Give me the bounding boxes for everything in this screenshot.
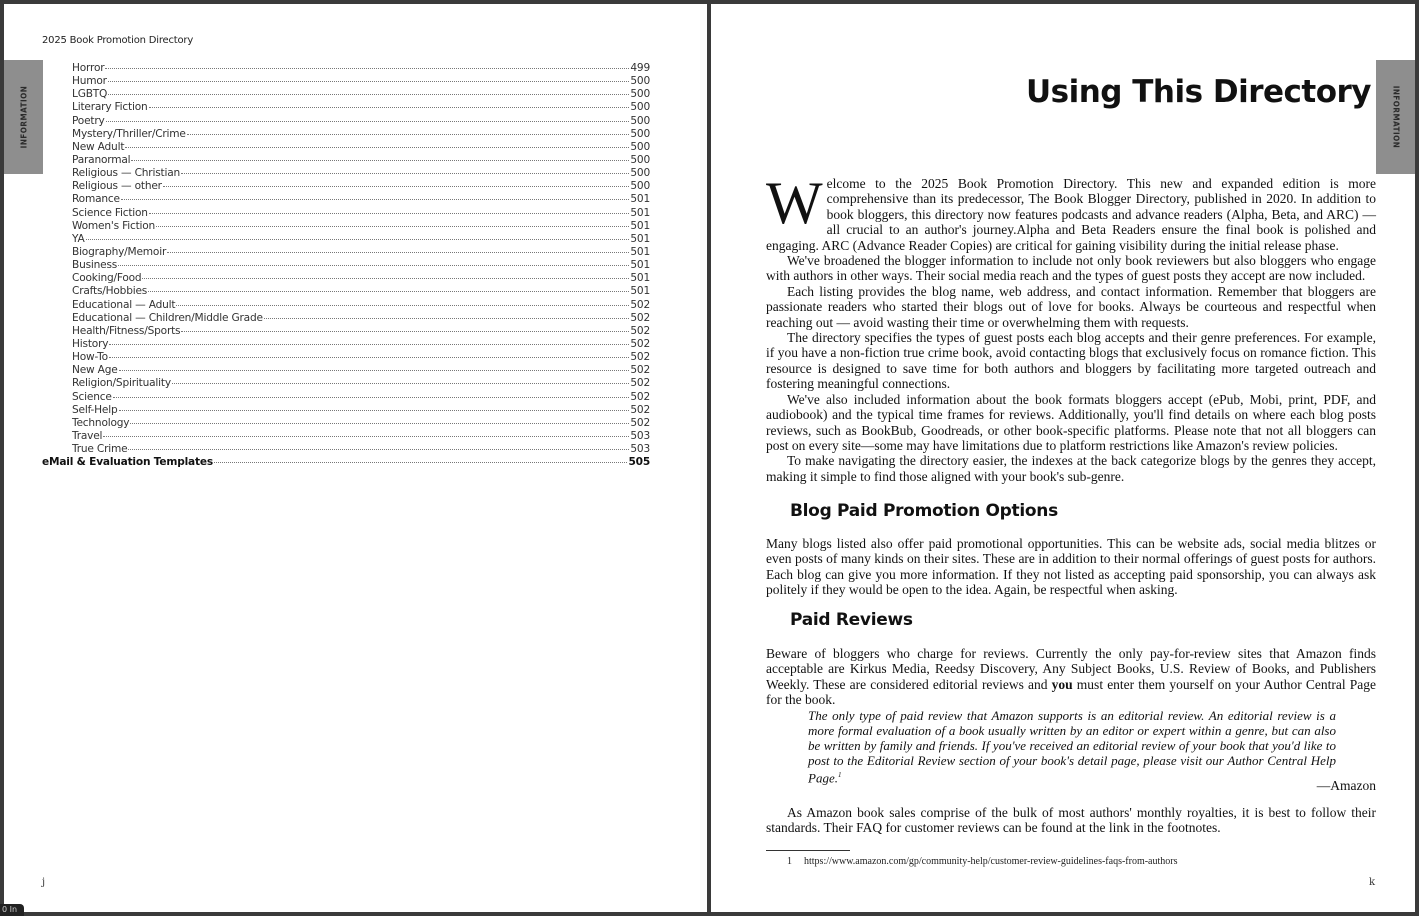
- toc-entry-label: Health/Fitness/Sports: [72, 324, 181, 337]
- toc-entry-label: Science Fiction: [72, 206, 148, 219]
- toc-entry-page: 500: [630, 114, 650, 127]
- toc-leader: [106, 121, 630, 122]
- toc-entry[interactable]: [72, 325, 650, 338]
- toc-entry[interactable]: [72, 101, 650, 114]
- footnote-url[interactable]: https://www.amazon.com/gp/community-help/customer-review-guidelines-faqs-from-authors: [804, 856, 1178, 867]
- toc-entry-label: Science: [72, 390, 112, 403]
- toc-leader: [149, 213, 630, 214]
- toc-leader: [176, 305, 629, 306]
- toc-leader: [109, 344, 629, 345]
- quote-attribution: —Amazon: [1316, 778, 1376, 793]
- toc-entry-label: Paranormal: [72, 153, 131, 166]
- right-page: [711, 4, 1415, 912]
- toc-entry-page: 502: [630, 390, 650, 403]
- toc-entry-page: 501: [630, 232, 650, 245]
- toc-entry[interactable]: [72, 88, 650, 101]
- toc-entry-label: Literary Fiction: [72, 101, 148, 114]
- toc-entry-label: Religion/Spirituality: [72, 377, 171, 390]
- toc-entry-label: New Adult: [72, 140, 125, 153]
- tab-label: INFORMATION: [1391, 85, 1400, 149]
- toc-leader: [119, 370, 630, 371]
- paid-reviews-paragraph: [766, 646, 1376, 708]
- toc-entry-label: Women's Fiction: [72, 219, 156, 232]
- toc-entry[interactable]: [72, 141, 650, 154]
- footnote-ref[interactable]: 1: [837, 771, 842, 779]
- toc-entry-page: 501: [630, 259, 650, 272]
- toc-leader: [121, 199, 630, 200]
- toc-entry[interactable]: [72, 233, 650, 246]
- paid-text-bold: you: [1051, 676, 1073, 692]
- section-thumb-tab: [1376, 60, 1415, 174]
- toc-entry-page: 502: [630, 324, 650, 337]
- toc-entry[interactable]: [72, 167, 650, 180]
- toc-entry[interactable]: [72, 364, 650, 377]
- toc-entry[interactable]: [72, 246, 650, 259]
- toc-main-entry[interactable]: [42, 456, 650, 470]
- toc-entry-label: Religious — Christian: [72, 167, 181, 180]
- tab-label: INFORMATION: [19, 85, 28, 149]
- toc-leader: [264, 318, 630, 319]
- toc-entry-page: 500: [630, 88, 650, 101]
- toc-entry[interactable]: [72, 430, 650, 443]
- toc-entry-label: Self-Help: [72, 403, 118, 416]
- toc-entry-page: 499: [630, 62, 650, 74]
- toc-entry-label: Humor: [72, 75, 107, 88]
- toc-entry-page: 501: [630, 206, 650, 219]
- toc-leader: [187, 134, 630, 135]
- closing-paragraph: As Amazon book sales comprise of the bulk of most authors' monthly royalties, it is best to follow their standards. Their FAQ for customer reviews can be found at the link in the footnotes.: [766, 805, 1376, 836]
- toc-entry[interactable]: [72, 377, 650, 390]
- toc-entry[interactable]: [72, 351, 650, 364]
- toc-entry-page: 502: [630, 416, 650, 429]
- toc-entry-page: 500: [630, 140, 650, 153]
- toc-entry[interactable]: [72, 404, 650, 417]
- quote-text: The only type of paid review that Amazon supports is an editorial review. An editorial review is a more formal evaluation of a book usually written by an editor or expert within a genre, but can also be written by family and friends. If you've received an editorial review of your book that you'd like to post to the Editorial Review section of your book's detail page, please visit our Author Central Help Page.: [808, 708, 1336, 786]
- intro-first-text: elcome to the 2025 Book Promotion Directory. This new and expanded edition is more comprehensive than its predecessor, The Book Blogger Directory, published in 2020. In addition to book bloggers, this directory now features podcasts and advance readers (Alpha, Beta, and ARC) — all crucial to an author's journey.Alpha and Beta Readers ensure the final book is polished and engaging. ARC (Advance Reader Copies) are critical for gaining visibility during the initial release phase.: [766, 176, 1376, 253]
- toc-leader: [108, 94, 629, 95]
- toc-entry-label: Mystery/Thriller/Crime: [72, 127, 186, 140]
- toc-main-page: 505: [628, 456, 650, 468]
- toc-entry-page: 502: [630, 298, 650, 311]
- toc-leader: [148, 291, 629, 292]
- toc-entry[interactable]: [72, 62, 650, 75]
- footnote-number: 1: [787, 856, 792, 867]
- page-folio: k: [1368, 877, 1375, 888]
- body-paragraph: We've also included information about the book formats bloggers accept (ePub, Mobi, print, PDF, and audiobook) and the typical time frames for reviews. Additionally, you'll find details on where each blog posts reviews, such as BookBub, Goodreads, or other book-specific platforms. Please note that not all bloggers can post on every site—some may have limitations due to platform restrictions like Amazon's review policies.: [766, 391, 1376, 453]
- toc-entry[interactable]: [72, 338, 650, 351]
- table-of-contents: [72, 62, 650, 456]
- toc-leader: [156, 226, 629, 227]
- toc-leader: [105, 68, 629, 69]
- toc-entry-page: 500: [630, 101, 650, 114]
- toc-entry-label: Horror: [72, 62, 105, 74]
- toc-entry-label: Crafts/Hobbies: [72, 285, 148, 298]
- toc-entry[interactable]: [72, 417, 650, 430]
- toc-entry-page: 502: [630, 351, 650, 364]
- toc-leader: [130, 423, 629, 424]
- toc-entry-label: Romance: [72, 193, 120, 206]
- toc-entry[interactable]: [72, 220, 650, 233]
- toc-leader: [118, 265, 629, 266]
- section-thumb-tab: [4, 60, 43, 174]
- section-heading-paid-reviews: Paid Reviews: [790, 610, 913, 630]
- toc-entry-label: Poetry: [72, 114, 105, 127]
- toc-entry[interactable]: [72, 259, 650, 272]
- footnote-rule: [766, 850, 850, 851]
- amazon-quote: [808, 708, 1336, 785]
- toc-leader: [103, 436, 629, 437]
- toc-entry[interactable]: [72, 285, 650, 298]
- toc-entry-page: 501: [630, 285, 650, 298]
- toc-entry[interactable]: [72, 272, 650, 285]
- toc-entry-page: 502: [630, 403, 650, 416]
- toc-entry-page: 502: [630, 337, 650, 350]
- toc-leader: [109, 357, 629, 358]
- blog-paid-paragraph: Many blogs listed also offer paid promotional opportunities. This can be website ads, social media blitzes or even posts of many kinds on their sites. These are in addition to their normal offerings of guest posts for authors. Each blog can give you more information. If they not listed as accepting paid sponsorship, you can always ask politely if they would be open to the idea. Again, be respectful when asking.: [766, 536, 1376, 598]
- toc-leader: [113, 397, 630, 398]
- toc-entry[interactable]: [72, 154, 650, 167]
- toc-entry[interactable]: [72, 180, 650, 193]
- toc-leader: [119, 410, 630, 411]
- toc-entry-page: 501: [630, 219, 650, 232]
- toc-entry-page: 501: [630, 193, 650, 206]
- toc-entry-page: 500: [630, 75, 650, 88]
- toc-entry[interactable]: [72, 443, 650, 456]
- toc-entry-page: 503: [630, 443, 650, 456]
- toc-leader: [108, 81, 630, 82]
- body-paragraph: We've broadened the blogger information to include not only book reviewers but also bloggers who engage with authors in other ways. Their social media reach and the types of guest posts they accept are now included.: [766, 253, 1376, 284]
- toc-entry-page: 500: [630, 127, 650, 140]
- toc-entry-label: How-To: [72, 351, 108, 364]
- toc-entry-page: 501: [630, 245, 650, 258]
- toc-entry-label: LGBTQ: [72, 88, 108, 101]
- toc-leader: [125, 147, 629, 148]
- toc-entry-label: Educational — Children/Middle Grade: [72, 311, 263, 324]
- toc-entry-label: New Age: [72, 364, 118, 377]
- toc-leader: [172, 383, 629, 384]
- drop-cap: W: [766, 170, 823, 236]
- footnote: [787, 856, 1178, 867]
- toc-entry-page: 500: [630, 153, 650, 166]
- toc-leader: [167, 252, 629, 253]
- toc-entry[interactable]: [72, 312, 650, 325]
- page-title: Using This Directory: [1025, 74, 1371, 110]
- intro-first-paragraph: [766, 170, 1376, 253]
- toc-leader: [149, 107, 630, 108]
- toc-entry-page: 503: [630, 429, 650, 442]
- toc-entry-label: History: [72, 337, 109, 350]
- left-page: [4, 4, 707, 912]
- toc-entry-label: Business: [72, 259, 118, 272]
- toc-entry[interactable]: [72, 128, 650, 141]
- page-folio: j: [42, 877, 46, 888]
- toc-leader: [128, 449, 629, 450]
- toc-entry-label: Cooking/Food: [72, 272, 142, 285]
- toc-entry[interactable]: [72, 299, 650, 312]
- toc-leader: [163, 186, 630, 187]
- toc-entry-label: True Crime: [72, 443, 128, 456]
- toc-entry-label: Religious — other: [72, 180, 162, 193]
- toc-entry-label: Travel: [72, 429, 103, 442]
- toc-leader: [142, 278, 629, 279]
- section-heading-blog-paid: Blog Paid Promotion Options: [790, 501, 1058, 521]
- toc-entry-label: Biography/Memoir: [72, 245, 167, 258]
- paid-text-b: must enter them yourself on your Author Central Page for the book.: [766, 676, 1376, 708]
- toc-leader: [181, 173, 629, 174]
- paid-text-a: Beware of bloggers who charge for reviews. Currently the only pay-for-review sites that Amazon finds acceptable are Kirkus Media, Reedsy Discovery, Any Subject Books, U.S. Review of Books, and Publishers Weekly. These are considered editorial reviews and: [766, 646, 1376, 692]
- toc-main-label: eMail & Evaluation Templates: [42, 456, 213, 468]
- toc-leader: [131, 160, 629, 161]
- toc-entry-page: 502: [630, 364, 650, 377]
- toc-leader: [86, 239, 630, 240]
- toc-leader: [214, 462, 628, 463]
- corner-badge: 0 In: [0, 904, 24, 916]
- toc-entry-page: 501: [630, 272, 650, 285]
- toc-entry-label: YA: [72, 232, 85, 245]
- body-paragraph: The directory specifies the types of guest posts each blog accepts and their genre preferences. For example, if you have a non-fiction true crime book, avoid contacting blogs that exclusively focus on romance fiction. This resource is designed to save time for both authors and bloggers by facilitating more targeted outreach and fostering meaningful connections.: [766, 330, 1376, 392]
- body-paragraph: To make navigating the directory easier, the indexes at the back categorize blogs by the genres they accept, making it simple to find those aligned with your book's sub-genre.: [766, 453, 1376, 484]
- toc-entry-page: 502: [630, 311, 650, 324]
- toc-entry[interactable]: [72, 391, 650, 404]
- toc-entry[interactable]: [72, 207, 650, 220]
- toc-entry-page: 502: [630, 377, 650, 390]
- toc-entry-label: Technology: [72, 416, 130, 429]
- toc-entry-label: Educational — Adult: [72, 298, 176, 311]
- toc-entry[interactable]: [72, 115, 650, 128]
- running-head: 2025 Book Promotion Directory: [42, 35, 194, 46]
- toc-leader: [181, 331, 629, 332]
- toc-entry-page: 500: [630, 167, 650, 180]
- toc-entry-page: 500: [630, 180, 650, 193]
- toc-entry[interactable]: [72, 193, 650, 206]
- body-paragraph: Each listing provides the blog name, web address, and contact information. Remember that bloggers are passionate readers who started their blogs out of love for books. Always be courteous and respectful when reaching out — avoid wasting their time or overwhelming them with requests.: [766, 283, 1376, 330]
- toc-entry[interactable]: [72, 75, 650, 88]
- intro-section: [766, 170, 1376, 484]
